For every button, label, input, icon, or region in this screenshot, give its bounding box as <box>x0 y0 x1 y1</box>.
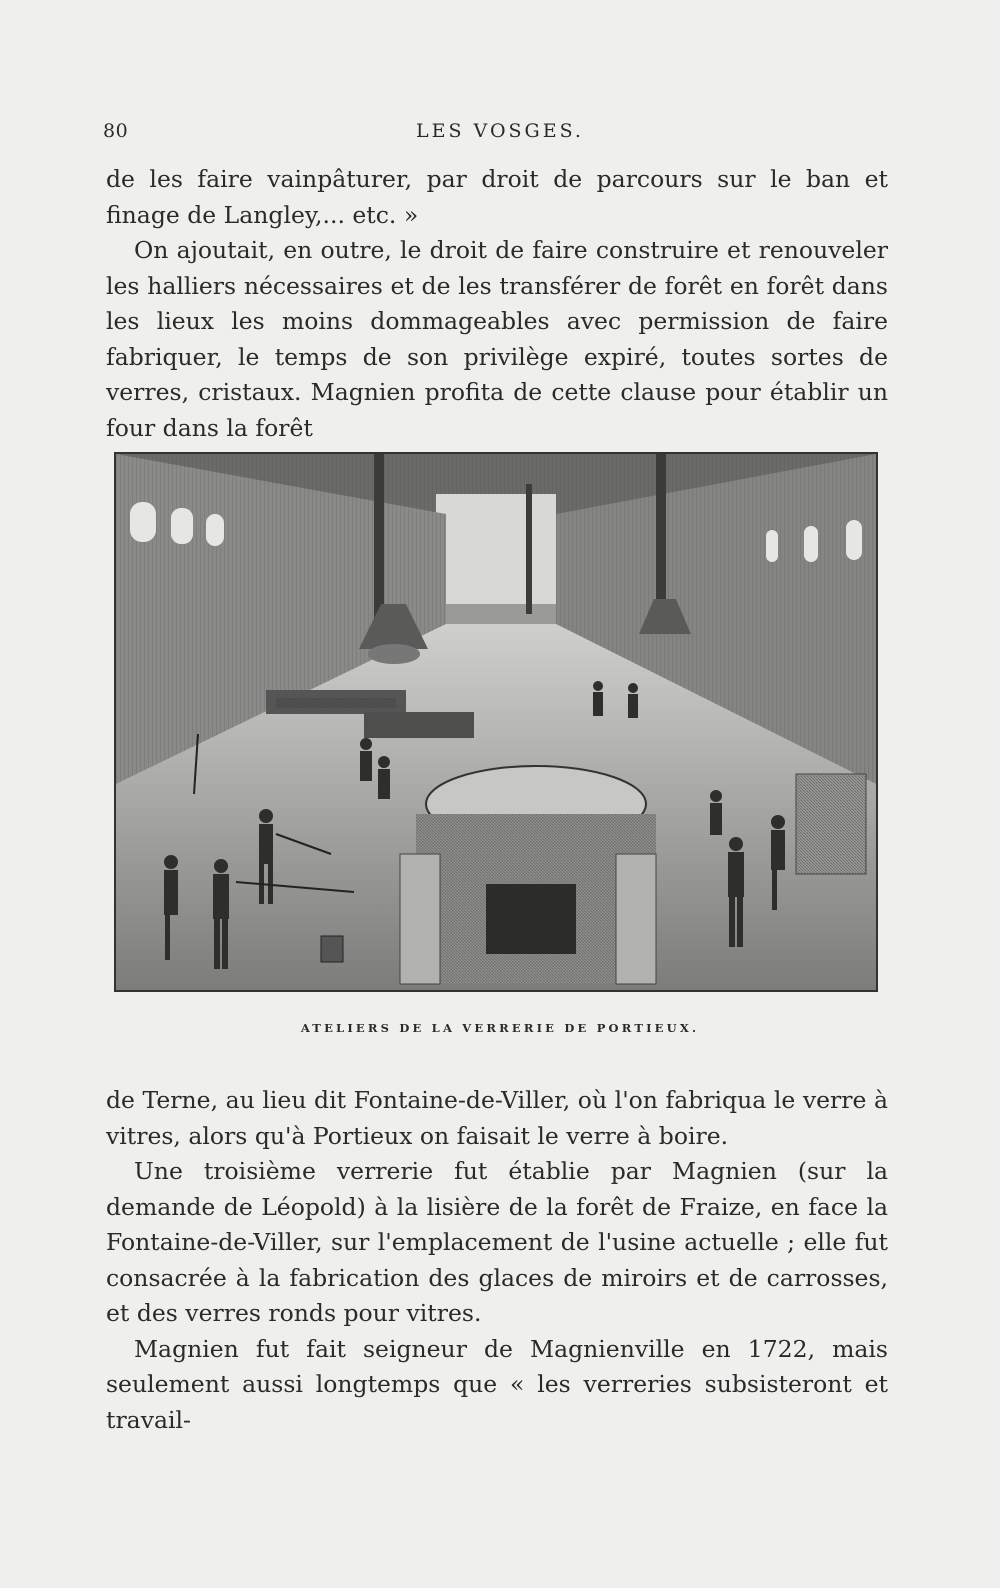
paragraph: On ajoutait, en outre, le droit de faire construire et renouveler les halliers nécessaires et de les transférer de forêt en forêt dans les lieux les moins dommageables avec permission de faire fabriquer, le temps de son privilège expiré, toutes sortes de verres, cristaux. Magnien profita de cette clause pour établir un four dans la forêt <box>106 236 888 442</box>
paragraph: Magnien fut fait seigneur de Magnienville en 1722, mais seulement aussi longtemps que « les verreries subsisteront et travail- <box>106 1334 888 1434</box>
paragraph: de les faire vainpâturer, par droit de parcours sur le ban et finage de Langley,... etc. » <box>106 165 888 229</box>
text-block-top <box>106 162 888 446</box>
paragraph: Une troisième verrerie fut établie par Magnien (sur la demande de Léopold) à la lisière de la forêt de Fraize, en face la Fontaine-de-Viller, sur l'emplacement de l'usine actuelle ; elle fut consacrée à la fabrication des glaces de miroirs et de carrosses, et des verres ronds pour vitres. <box>106 1157 888 1327</box>
page-number: 80 <box>103 120 129 142</box>
engraving-illustration <box>114 452 878 992</box>
paragraph: de Terne, au lieu dit Fontaine-de-Viller, où l'on fabriqua le verre à vitres, alors qu'à Portieux on faisait le verre à boire. <box>106 1086 888 1150</box>
running-title: LES VOSGES. <box>416 120 584 142</box>
text-block-bottom <box>106 1083 888 1438</box>
figure-caption: ATELIERS DE LA VERRERIE DE PORTIEUX. <box>300 1021 700 1035</box>
